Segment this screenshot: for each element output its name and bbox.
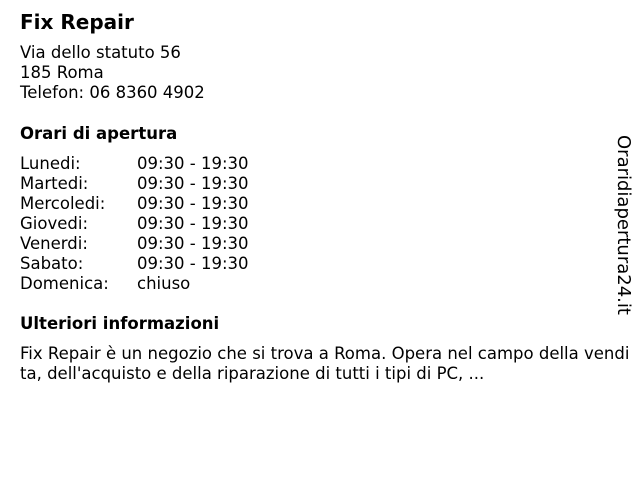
- hours-row-tuesday: [20, 174, 320, 194]
- hours-day: Domenica:: [20, 274, 109, 293]
- site-watermark: Oraridiapertura24.it: [613, 135, 634, 315]
- hours-time: chiuso: [137, 274, 191, 293]
- hours-row-saturday: [20, 254, 320, 274]
- hours-day: Lunedi:: [20, 154, 81, 173]
- hours-day: Mercoledi:: [20, 194, 106, 213]
- phone-number: Telefon: 06 8360 4902: [20, 83, 205, 102]
- business-address: [20, 43, 205, 103]
- hours-time: 09:30 - 19:30: [137, 174, 249, 193]
- address-street: Via dello statuto 56: [20, 43, 181, 62]
- hours-row-monday: [20, 154, 320, 174]
- hours-row-friday: [20, 234, 320, 254]
- hours-day: Sabato:: [20, 254, 84, 273]
- hours-row-sunday: [20, 274, 320, 294]
- hours-day: Venerdi:: [20, 234, 88, 253]
- more-info-heading: Ulteriori informazioni: [20, 314, 220, 333]
- hours-time: 09:30 - 19:30: [137, 194, 249, 213]
- opening-hours-heading: Orari di apertura: [20, 124, 178, 143]
- hours-time: 09:30 - 19:30: [137, 154, 249, 173]
- hours-day: Martedi:: [20, 174, 89, 193]
- hours-day: Giovedi:: [20, 214, 88, 233]
- hours-time: 09:30 - 19:30: [137, 214, 249, 233]
- hours-time: 09:30 - 19:30: [137, 254, 249, 273]
- opening-hours-table: [20, 154, 320, 294]
- business-description: Fix Repair è un negozio che si trova a Roma. Opera nel campo della vendita, dell'acquisto e della riparazione di tutti i tipi di PC, ...: [20, 344, 630, 383]
- business-name: Fix Repair: [20, 10, 134, 34]
- hours-row-thursday: [20, 214, 320, 234]
- hours-time: 09:30 - 19:30: [137, 234, 249, 253]
- address-city: 185 Roma: [20, 63, 104, 82]
- hours-row-wednesday: [20, 194, 320, 214]
